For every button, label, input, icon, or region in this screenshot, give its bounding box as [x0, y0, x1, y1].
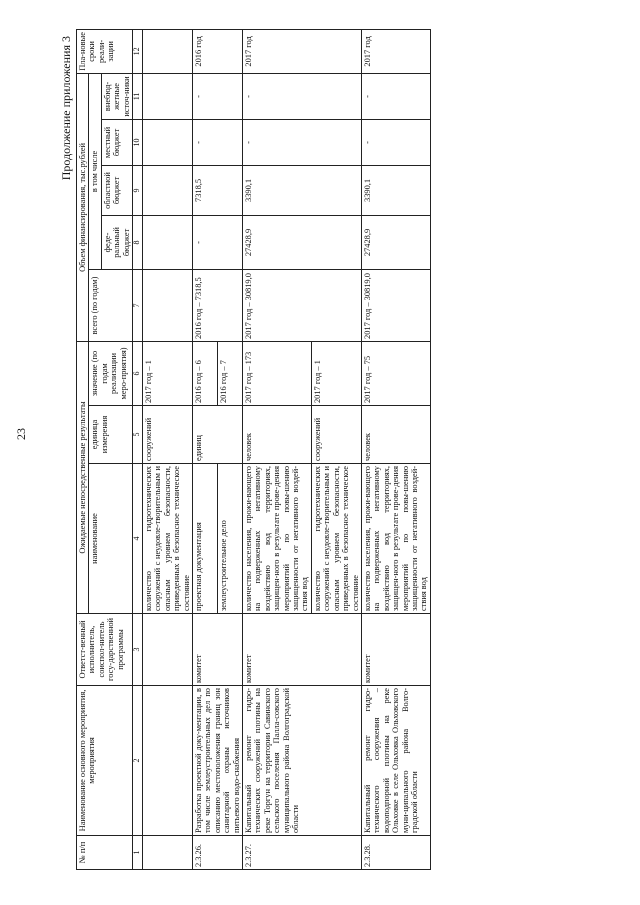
row-federal — [142, 215, 192, 269]
column-number: 12 — [133, 29, 143, 73]
program-table — [76, 29, 431, 870]
result-unit: человек — [243, 406, 312, 464]
result-value: 2016 год – 7 — [218, 341, 243, 405]
header-no: № п/п — [77, 836, 133, 870]
row-offbudget: - — [243, 73, 362, 119]
header-offbudget: внебюд-жетные источ-ники — [101, 73, 132, 119]
row-period: 2017 год — [361, 29, 430, 73]
row-no — [142, 836, 192, 870]
row-total: 2017 год – 30819,0 — [243, 269, 362, 341]
rotated-page — [60, 30, 620, 870]
column-number: 4 — [133, 464, 143, 614]
result-unit: единиц — [193, 406, 243, 464]
row-period — [142, 29, 192, 73]
result-name: количество населения, прожи-вающего на подверженных негативному воздействию вод территориях, защищен-ного в результате прове-дения мероприятий по повы-шению защищенности от негативного воздей-ствия вод — [243, 464, 312, 614]
result-name: проектная документация — [193, 464, 218, 614]
table-row — [243, 29, 312, 869]
column-number: 2 — [133, 686, 143, 836]
header-period: Пла-новые сроки реали-зации — [77, 29, 133, 73]
result-value: 2017 год – 1 — [142, 341, 192, 405]
result-name: землеустроительное дело — [218, 464, 243, 614]
column-number: 3 — [133, 614, 143, 686]
row-responsible: комитет — [243, 614, 362, 686]
result-unit: сооружений — [142, 406, 192, 464]
column-number: 9 — [133, 165, 143, 215]
header-federal: феде-ральный бюджет — [101, 215, 132, 269]
row-responsible — [142, 614, 192, 686]
result-value: 2017 год – 75 — [361, 341, 430, 405]
header-expected-results: Ожидаемые непосредственные результаты — [77, 341, 89, 613]
row-name: Капитальный ремонт гидро-технических сооружений плотины на реке Торгун на территории Савинского сельского поселения Палла-совского муниципального района Волгоградской области — [243, 686, 362, 836]
header-name: Наименование основного мероприятия, мероприятия — [77, 686, 133, 836]
row-regional — [142, 165, 192, 215]
header-result-name: наименование — [89, 464, 133, 614]
header-responsible: Ответст-венный исполнитель, соиспол-нитель госу-дарственной программы — [77, 614, 133, 686]
row-local — [142, 119, 192, 165]
row-responsible: комитет — [361, 614, 430, 686]
result-name: количество гидротехнических сооружений с неудовле-творительным и опасным уровнем безопасности, приведенных в безопасное техническое состояние — [142, 464, 192, 614]
result-value: 2017 год – 1 — [311, 341, 361, 405]
appendix-label: Продолжение приложения 3 — [59, 36, 73, 181]
row-local: - — [361, 119, 430, 165]
row-local: - — [243, 119, 362, 165]
row-offbudget — [142, 73, 192, 119]
header-total: всего (по годам) — [89, 269, 133, 341]
column-number: 1 — [133, 836, 143, 870]
row-total: 2017 год – 30819,0 — [361, 269, 430, 341]
page-number: 23 — [14, 428, 28, 440]
result-unit: человек — [361, 406, 430, 464]
row-local: - — [193, 119, 243, 165]
row-regional: 3390,1 — [361, 165, 430, 215]
column-number: 6 — [133, 341, 143, 405]
header-regional: областной бюджет — [101, 165, 132, 215]
row-name: Капитальный ремонт гидро-технического сооружения – водоподпорной плотины на реке Ольховке в селе Ольховка Ольховского муни-ципального района Волго-градской области — [361, 686, 430, 836]
row-offbudget: - — [361, 73, 430, 119]
row-total — [142, 269, 192, 341]
row-federal: 27428,9 — [243, 215, 362, 269]
table-row — [142, 29, 192, 869]
row-total: 2016 год – 7318,5 — [193, 269, 243, 341]
result-unit: сооружений — [311, 406, 361, 464]
row-period: 2017 год — [243, 29, 362, 73]
result-name: количество гидротехнических сооружений с неудовле-творительным и опасным уровнем безопасности, приведенных в безопасное техническое состояние — [311, 464, 361, 614]
header-including: в том числе — [89, 73, 101, 269]
row-no: 2.3.26. — [193, 836, 243, 870]
header-unit: единица измерения — [89, 406, 133, 464]
column-number: 11 — [133, 73, 143, 119]
row-period: 2016 год — [193, 29, 243, 73]
column-number: 10 — [133, 119, 143, 165]
row-offbudget: - — [193, 73, 243, 119]
column-number: 8 — [133, 215, 143, 269]
header-financing: Объем финансирования, тыс.рублей — [77, 73, 89, 341]
row-regional: 7318,5 — [193, 165, 243, 215]
header-value: значение (по годам реализации меро-приятия) — [89, 341, 133, 405]
table-row — [361, 29, 430, 869]
table-row — [193, 29, 218, 869]
row-federal: - — [193, 215, 243, 269]
header-local: местный бюджет — [101, 119, 132, 165]
row-name — [142, 686, 192, 836]
result-value: 2017 год – 173 — [243, 341, 312, 405]
row-responsible: комитет — [193, 614, 243, 686]
row-name: Разработка проектной доку-ментации, в том числе землеустроительных дел по описанию местоположения границ зон санитарной охраны источников питьевого водо-снабжения — [193, 686, 243, 836]
column-number: 7 — [133, 269, 143, 341]
row-no: 2.3.28. — [361, 836, 430, 870]
result-name: количество населения, прожи-вающего на подверженных негативному воздействию вод территориях, защищен-ного в результате прове-дения мероприятий по повы-шению защищенности от негативного воздей-ствия вод — [361, 464, 430, 614]
row-regional: 3390,1 — [243, 165, 362, 215]
column-number-row — [133, 29, 143, 869]
row-federal: 27428,9 — [361, 215, 430, 269]
row-no: 2.3.27. — [243, 836, 362, 870]
column-number: 5 — [133, 406, 143, 464]
result-value: 2016 год – 6 — [193, 341, 218, 405]
